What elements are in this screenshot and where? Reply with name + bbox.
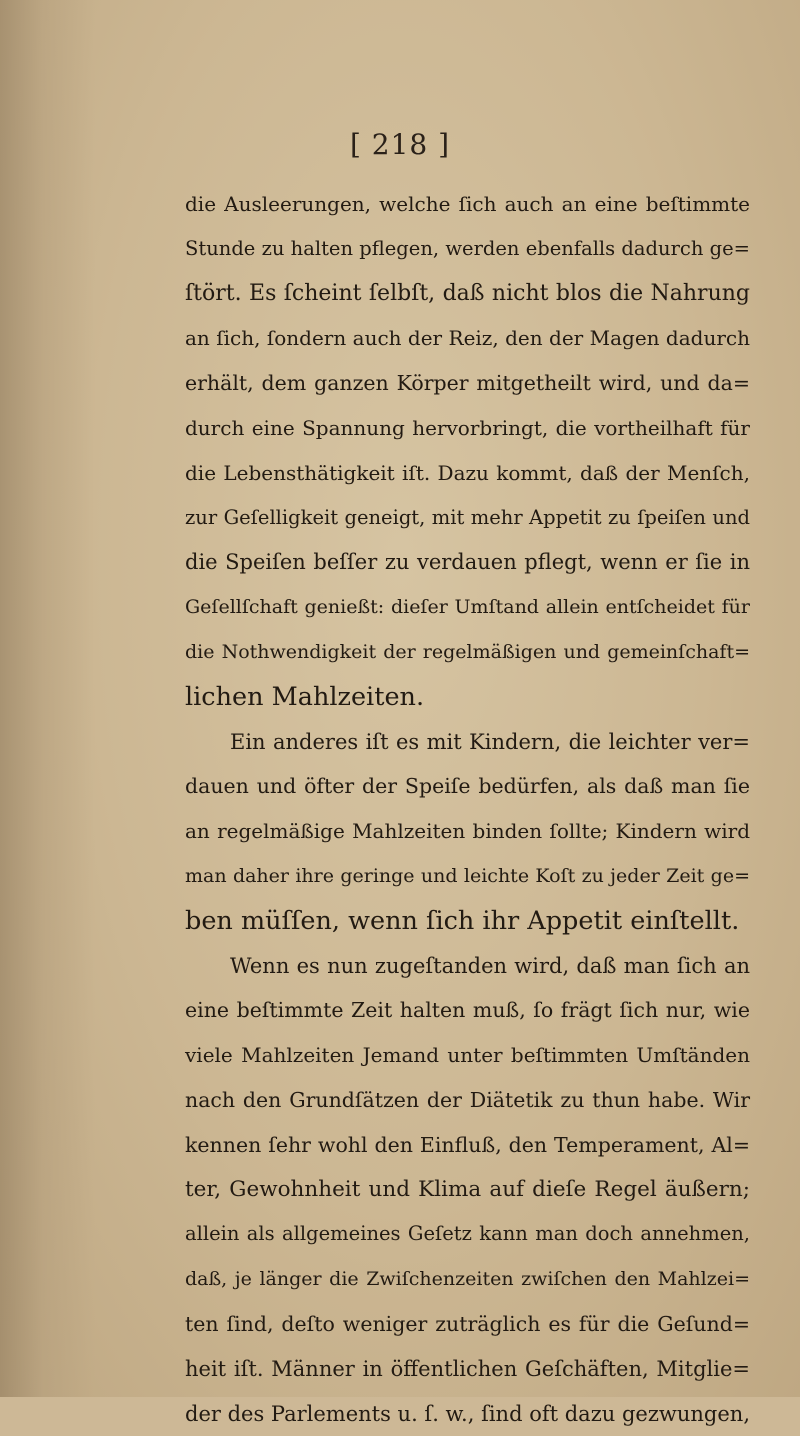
text-line: Wenn es nun zugeſtanden wird, daß man ſich an <box>230 953 750 978</box>
text-line: kennen ſehr wohl den Einfluß, den Temperament, Al= <box>185 1132 750 1157</box>
text-line: viele Mahlzeiten Jemand unter beſtimmten Umſtänden <box>185 1043 750 1068</box>
text-line: man daher ihre geringe und leichte Koſt zu jeder Zeit ge= <box>185 864 750 887</box>
text-line: dauen und öfter der Speiſe bedürfen, als daß man ſie <box>185 774 750 799</box>
text-line: erhält, dem ganzen Körper mitgetheilt wird, und da= <box>185 371 750 396</box>
text-line: daß, je länger die Zwiſchenzeiten zwiſchen den Mahlzei= <box>185 1268 750 1291</box>
text-line: eine beſtimmte Zeit halten muß, ſo frägt ſich nur, wie <box>185 998 750 1023</box>
body-text <box>185 182 750 1436</box>
text-line: die Ausleerungen, welche ſich auch an eine beſtimmte <box>185 192 750 216</box>
text-line: allein als allgemeines Geſetz kann man doch annehmen, <box>185 1222 750 1246</box>
text-line: ten ſind, deſto weniger zuträglich es für die Geſund= <box>185 1311 750 1336</box>
text-line: Geſellſchaft genießt: dieſer Umſtand allein entſcheidet für <box>185 596 750 619</box>
text-line: ſtört. Es ſcheint ſelbſt, daß nicht blos die Nahrung <box>185 280 750 306</box>
text-line: der des Parlements u. ſ. w., ſind oft dazu gezwungen, <box>185 1401 750 1426</box>
text-line: ben müſſen, wenn ſich ihr Appetit einſtellt. <box>185 905 740 936</box>
text-line: die Nothwendigkeit der regelmäßigen und gemeinſchaft= <box>185 640 750 663</box>
text-line: Ein anderes iſt es mit Kindern, die leichter ver= <box>230 729 750 754</box>
page-number-header: [ 218 ] <box>349 128 451 161</box>
text-line: zur Geſelligkeit geneigt, mit mehr Appetit zu ſpeiſen und <box>185 505 750 529</box>
text-line: Stunde zu halten pflegen, werden ebenfalls dadurch ge= <box>185 236 750 260</box>
text-line: lichen Mahlzeiten. <box>185 681 425 712</box>
text-line: die Speiſen beſſer zu verdauen pflegt, wenn er ſie in <box>185 550 750 575</box>
text-line: nach den Grundſätzen der Diätetik zu thun habe. Wir <box>185 1087 750 1112</box>
page-spine-shadow <box>0 0 95 1397</box>
text-line: an regelmäßige Mahlzeiten binden ſollte; Kindern wird <box>185 819 750 844</box>
text-line: die Lebensthätigkeit iſt. Dazu kommt, daß der Menſch, <box>185 460 750 485</box>
text-line: ter, Gewohnheit und Klima auf dieſe Regel äußern; <box>185 1176 750 1202</box>
text-line: heit iſt. Männer in öffentlichen Geſchäften, Mitglie= <box>185 1356 750 1381</box>
text-line: an ſich, ſondern auch der Reiz, den der Magen dadurch <box>185 326 750 351</box>
text-line: durch eine Spannung hervorbringt, die vortheilhaft für <box>185 415 750 440</box>
